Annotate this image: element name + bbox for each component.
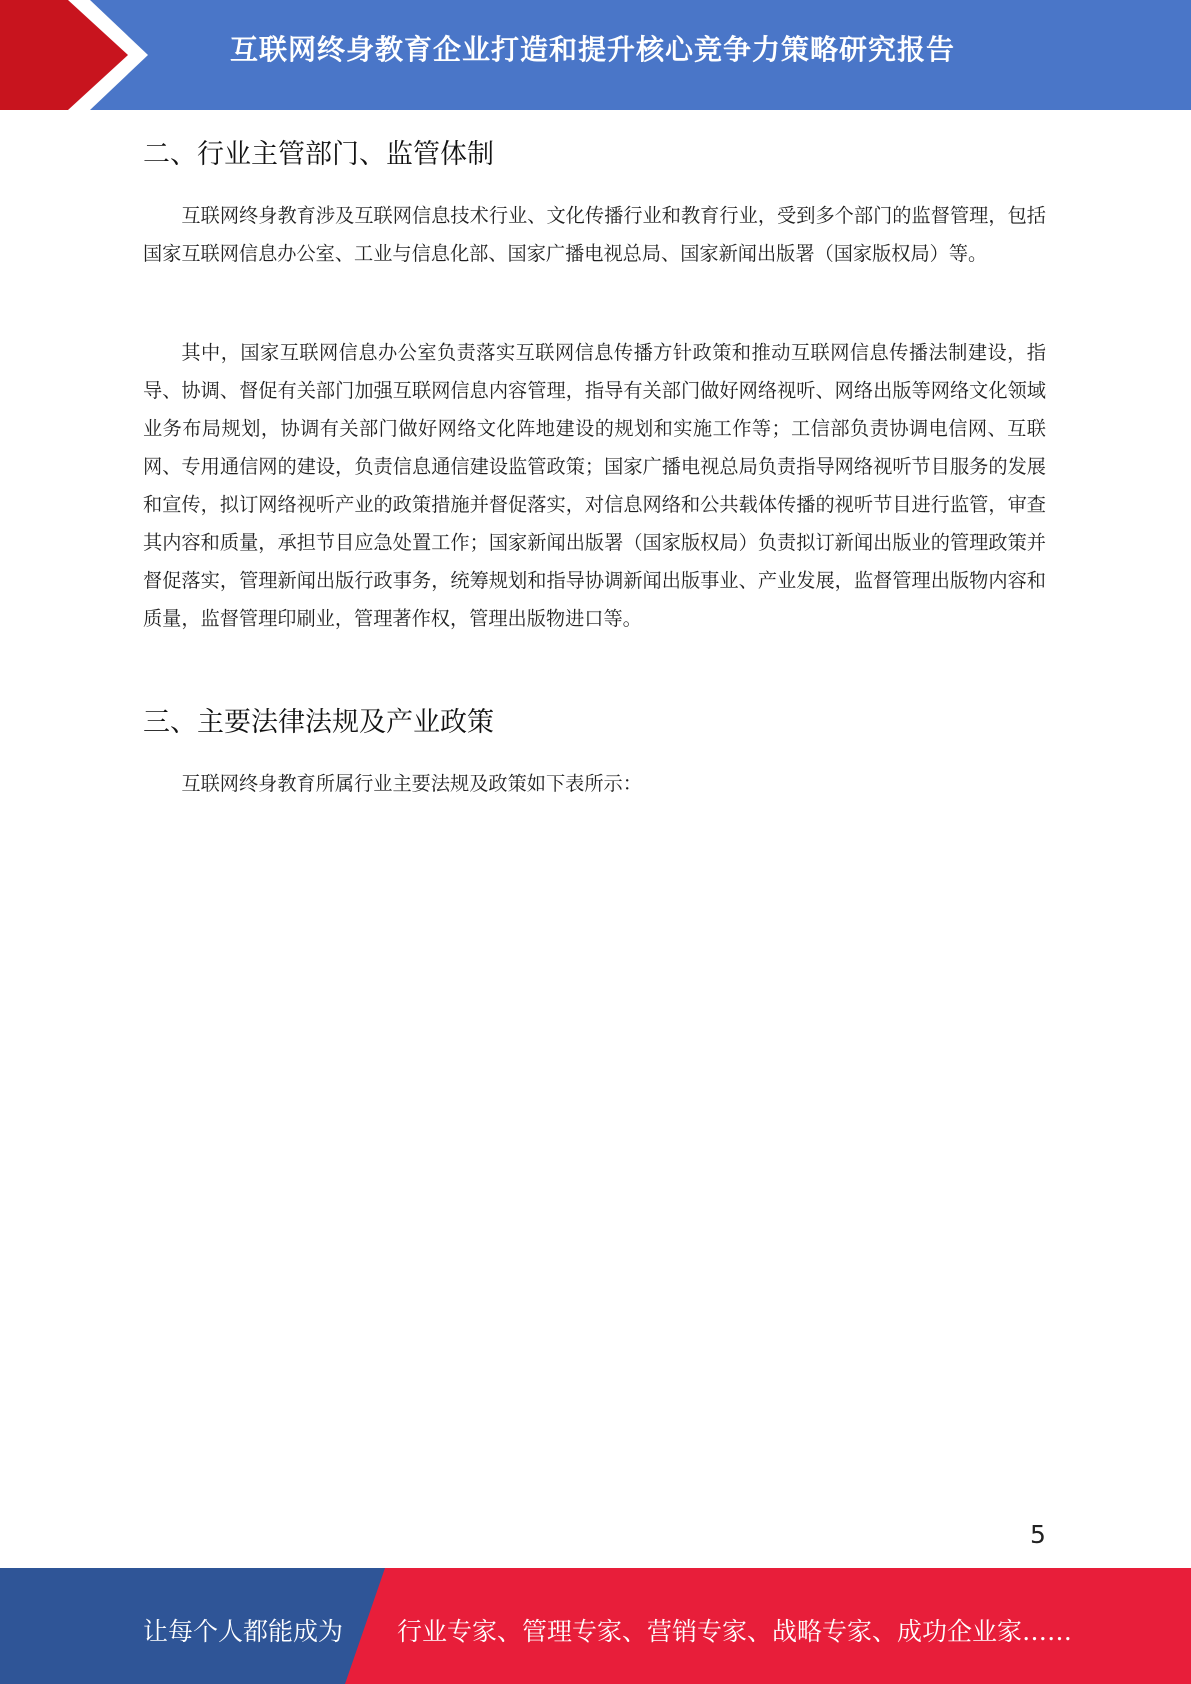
- section-heading-regulators: 二、行业主管部门、监管体制: [143, 139, 494, 170]
- page-footer: [0, 1568, 1191, 1684]
- page-header: [0, 0, 1191, 110]
- report-title: 互联网终身教育企业打造和提升核心竞争力策略研究报告: [230, 33, 956, 66]
- paragraph: 互联网终身教育涉及互联网信息技术行业、文化传播行业和教育行业，受到多个部门的监督管理，包括国家互联网信息办公室、工业与信息化部、国家广播电视总局、国家新闻出版署（国家版权局）等。: [143, 204, 1046, 265]
- paragraph: 其中，国家互联网信息办公室负责落实互联网信息传播方针政策和推动互联网信息传播法制建设，指导、协调、督促有关部门加强互联网信息内容管理，指导有关部门做好网络视听、网络出版等网络文化领域业务布局规划，协调有关部门做好网络文化阵地建设的规划和实施工作等；工信部负责协调电信网、互联网、专用通信网的建设，负责信息通信建设监管政策；国家广播电视总局负责指导网络视听节目服务的发展和宣传，拟订网络视听产业的政策措施并督促落实，对信息网络和公共载体传播的视听节目进行监管，审查其内容和质量，承担节目应急处置工作；国家新闻出版署（国家版权局）负责拟订新闻出版业的管理政策并督促落实，管理新闻出版行政事务，统筹规划和指导协调新闻出版事业、产业发展，监督管理出版物内容和质量，监督管理印刷业，管理著作权，管理出版物进口等。: [143, 341, 1046, 630]
- red-chevron-icon: [0, 0, 150, 110]
- page-number: 5: [1030, 1520, 1046, 1549]
- paragraph: 互联网终身教育所属行业主要法规及政策如下表所示：: [181, 772, 642, 795]
- footer-slogan-right: 行业专家、管理专家、营销专家、战略专家、成功企业家……: [397, 1617, 1073, 1646]
- footer-slogan-left: 让每个人都能成为: [143, 1617, 344, 1646]
- section-heading-laws-policies: 三、主要法律法规及产业政策: [143, 707, 494, 738]
